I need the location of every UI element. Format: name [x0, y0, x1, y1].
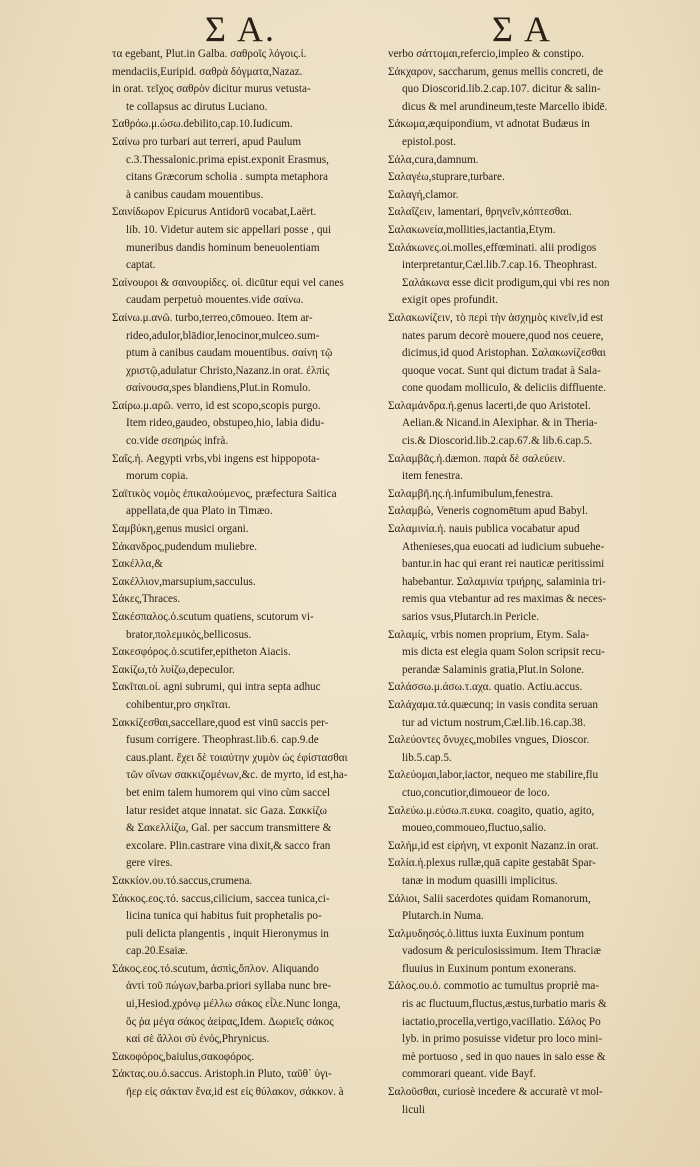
- entry-line: Σακεσφόρος.ὁ.scutifer,epitheton Aiacis.: [112, 646, 291, 659]
- entry-continuation-line: nates parum decorè mouere,quod nos ceuere,: [402, 329, 604, 342]
- entry-continuation-line: remis qua vtebantur ad res maximas & neces-: [402, 593, 607, 606]
- entry-line: mendaciis,Euripid. σαθρὰ δόγματα,Nazaz.: [112, 65, 303, 78]
- page-header: [0, 8, 700, 50]
- entry-continuation-line: muneribus dandis hominum beneuolentiam: [126, 241, 320, 254]
- entry-continuation-line: tur ad victum nostrum,Cæl.lib.16.cap.38.: [402, 716, 586, 729]
- entry-line: Σαλάσσω.μ.άσω.τ.αχα. quatio. Actiu.accus.: [388, 681, 583, 694]
- left-column: [112, 46, 378, 1102]
- entry-line: Σάκχαρον, saccharum, genus mellis concreti, de: [388, 65, 604, 78]
- entry-line: Σαλαΐζειν, lamentari, θρηνεῖν,κόπτεσθαι.: [388, 206, 572, 219]
- entry-line: Σαλαμβῆ.ης.ἡ.infumibulum,fenestra.: [388, 487, 554, 500]
- entry-line: Σαλήμ,id est εἰρήνη, vt exponit Nazanz.in orat.: [388, 839, 599, 852]
- entry-line: Σαίρω.μ.αρῶ. verro, id est scopo,scopis purgo.: [112, 399, 321, 412]
- entry-line: Σαϊτικὸς νομὸς ἐπικαλούμενος, præfectura Saitica: [112, 487, 337, 500]
- entry-continuation-line: citans Græcorum scholia . sumpta metaphora: [126, 171, 328, 184]
- entry-continuation-line: co.vide σεσηρώς infrà.: [126, 435, 229, 448]
- entry-line: verbo σάττομαι,refercio,impleo & constipo.: [388, 48, 585, 60]
- entry-continuation-line: ui,Hesiod.χρόνῳ μέλλω σάκος εἶλε.Nunc longa,: [126, 998, 341, 1011]
- entry-continuation-line: puli delicta plangentis , inquit Hieronymus in: [126, 927, 329, 940]
- entry-continuation-line: lib.5.cap.5.: [402, 751, 452, 764]
- entry-continuation-line: brator,πολεμικός,bellicosus.: [126, 628, 252, 641]
- entry-continuation-line: cap.20.Esaiæ.: [126, 945, 188, 958]
- entry-continuation-line: Aelian.& Nicand.in Alexiphar. & in Theria-: [402, 417, 598, 430]
- entry-continuation-line: captat.: [126, 259, 156, 272]
- entry-continuation-line: ptum à canibus caudam mouentibus. σαίνη τῷ: [126, 347, 333, 360]
- entry-line: Σαλαμβώ, Veneris cognomētum apud Babyl.: [388, 505, 588, 518]
- entry-continuation-line: dicus & mel arundineum,teste Marcello ibidē.: [402, 100, 608, 113]
- entry-continuation-line: mis dicta est elegia quam Solon scripsit recu-: [402, 646, 605, 659]
- entry-continuation-line: cone quodam molliculo, & deliciis diffluente.: [402, 382, 606, 395]
- entry-line: Σαλοῦσθαι, curiosè incedere & accuratè vt mol-: [388, 1086, 603, 1099]
- entry-line: Σαίνω pro turbari aut terreri, apud Paulum: [112, 135, 302, 148]
- entry-line: Σαινίδωρον Epicurus Antidorū vocabat,Laërt.: [112, 206, 317, 219]
- entry-continuation-line: mè portuoso , sed in quo naues in salo esse &: [402, 1050, 606, 1063]
- entry-line: Σακέλλιον,marsupium,sacculus.: [112, 575, 256, 588]
- entry-continuation-line: ὅς ῥα μέγα σάκος ἀείρας,Idem. Δωριεῖς σάκος: [126, 1015, 334, 1028]
- entry-continuation-line: exigit opes profundit.: [402, 294, 499, 307]
- entry-line: in orat. τεῖχος σαθρὸν dicitur murus vetusta-: [112, 83, 311, 96]
- entry-continuation-line: τῶν οἴνων σακκιζομένων,&c. de myrto, id est,ha-: [126, 769, 348, 782]
- entry-continuation-line: gere vires.: [126, 857, 173, 870]
- entry-continuation-line: ris ac fluctuum,fluctus,æstus,turbatio maris &: [402, 998, 607, 1011]
- entry-continuation-line: excolare. Plin.castrare vina dixit,& sacco fran: [126, 839, 331, 852]
- entry-line: Σακέλλα,&: [112, 558, 163, 571]
- entry-line: Σάκανδρος,pudendum muliebre.: [112, 540, 258, 553]
- entry-line: Σάκτας.ου.ὁ.saccus. Aristoph.in Pluto, ταῦθ᾽ ὑγι-: [112, 1068, 332, 1081]
- entry-continuation-line: lyb. in primo posuisse videtur pro loco mini-: [402, 1033, 603, 1046]
- entry-continuation-line: perandæ Salaminis gratia,Plut.in Solone.: [402, 663, 585, 676]
- entry-line: Σακοφόρος,baiulus,σακοφόρος.: [112, 1050, 255, 1063]
- entry-continuation-line: moueo,commoueo,fluctuo,salio.: [402, 822, 547, 835]
- entry-line: Σακίζω,τὸ λυίζω,depeculor.: [112, 663, 235, 676]
- right-column: [388, 46, 656, 1119]
- entry-line: Σαλαμβᾶς.ἡ.dæmon. παρὰ δὲ σαλεύειν.: [388, 452, 566, 465]
- entry-line: Σάλα,cura,damnum.: [388, 153, 479, 166]
- entry-continuation-line: te collapsus ac dirutus Luciano.: [126, 100, 268, 113]
- entry-line: Σαλαμινία.ἡ. nauis publica vocabatur apud: [388, 523, 580, 536]
- entry-continuation-line: commorari queant. vide Bayf.: [402, 1068, 536, 1081]
- running-head-right: Σ Α: [492, 9, 552, 49]
- entry-continuation-line: appellata,de qua Plato in Timæo.: [126, 505, 273, 518]
- entry-line: Σαλαγέω,stuprare,turbare.: [388, 171, 505, 184]
- entry-continuation-line: & Σακελλίζω, Gal. per saccum transmittere &: [126, 822, 332, 835]
- entry-line: Σαμβύκη,genus musici organi.: [112, 523, 249, 536]
- entry-continuation-line: dicimus,id quod Aristophan. Σαλακωνίζεσθαι: [402, 347, 606, 360]
- entry-continuation-line: sarios vsus,Plutarch.in Pericle.: [402, 611, 540, 623]
- entry-continuation-line: caus.plant. ἔχει δὲ τοιαύτην χυμὸν ὡς ἐφίστασθαι: [126, 751, 348, 764]
- entry-continuation-line: morum copia.: [126, 470, 189, 483]
- entry-continuation-line: iactatio,procella,vertigo,vacillatio. Σάλος Po: [402, 1015, 601, 1028]
- entry-line: Σαλαμάνδρα.ἡ.genus lacerti,de quo Aristotel.: [388, 399, 591, 412]
- entry-line: Σαλεύοντες ὄνυχες,mobiles vngues, Dioscor.: [388, 734, 590, 747]
- entry-line: τα egebant, Plut.in Galba. σαθροῖς λόγοις.ἰ.: [112, 48, 307, 60]
- entry-continuation-line: quoque vocat. Sunt qui dictum tradat à Sala-: [402, 364, 601, 377]
- entry-continuation-line: fluuius in Euxinum pontum exonerans.: [402, 962, 577, 975]
- entry-continuation-line: σαίνουσα,spes blandiens,Plut.in Romulo.: [126, 382, 311, 395]
- entry-line: Σάκος.εος.τό.scutum, ἀσπὶς,ὅπλον. Aliquando: [112, 962, 319, 975]
- entry-line: Σαλεύω.μ.εύσω.π.ευκα. coagito, quatio, agito,: [388, 804, 595, 817]
- running-head-left: Σ Α.: [205, 9, 276, 49]
- entry-continuation-line: ῆερ εἰς σάκταν ἔνα,id est εἰς θύλακον, σάκκον. à: [126, 1086, 344, 1099]
- entry-line: Σαλαμίς, vrbis nomen proprium, Etym. Sala-: [388, 628, 590, 641]
- entry-continuation-line: item fenestra.: [402, 470, 463, 483]
- entry-continuation-line: Plutarch.in Numa.: [402, 910, 484, 923]
- entry-continuation-line: caudam perpetuò mouentes.vide σαίνω.: [126, 294, 304, 307]
- entry-continuation-line: latur residet atque innatat. sic Gaza. Σακκίζω: [126, 804, 328, 817]
- entry-continuation-line: χριστῷ,adulatur Christo,Nazanz.in orat. ἐλπὶς: [126, 364, 330, 377]
- entry-continuation-line: Item rideo,gaudeo, obstupeo,hio, labia didu-: [126, 417, 325, 430]
- entry-line: Σάκωμα,æquipondium, vt adnotat Budæus in: [388, 118, 590, 131]
- entry-line: Σαλακωνεία,mollities,iactantia,Etym.: [388, 223, 556, 236]
- entry-continuation-line: à canibus caudam mouentibus.: [126, 188, 264, 201]
- entry-continuation-line: καί σὲ ἄλλοι σὺ ἐνός,Phrynicus.: [126, 1033, 270, 1046]
- entry-line: Σαλία.ἡ.plexus rullæ,quā capite gestabāt Spar-: [388, 857, 596, 870]
- entry-line: Σαλακωνίζειν, τὸ περὶ τὴν ἀσχημὸς κινεῖν,id est: [388, 311, 604, 324]
- entry-continuation-line: fusum corrigere. Theophrast.lib.6. cap.9.de: [126, 734, 319, 747]
- entry-continuation-line: epistol.post.: [402, 135, 457, 148]
- entry-continuation-line: interpretantur,Cæl.lib.7.cap.16. Theophrast.: [402, 259, 598, 272]
- entry-line: Σαλαγή,clamor.: [388, 188, 459, 201]
- entry-continuation-line: ἀντὶ τοῦ πώγων,barba.priori syllaba nunc bre-: [126, 980, 332, 993]
- entry-line: Σαίνουροι & σαινουρίδες. οἱ. dicūtur equi vel canes: [112, 276, 344, 289]
- entry-line: Σαλάκωνες.οἱ.molles,effœminati. alii prodigos: [388, 241, 597, 254]
- entry-continuation-line: lib. 10. Videtur autem sic appellari posse , qui: [126, 223, 332, 236]
- entry-continuation-line: vadosum & periculosissimum. Item Thraciæ: [402, 945, 601, 958]
- entry-line: Σακέσπαλος.ὁ.scutum quatiens, scutorum vi-: [112, 611, 314, 623]
- entry-continuation-line: quo Dioscorid.lib.2.cap.107. dicitur & salin-: [402, 83, 601, 96]
- entry-line: Σαλάχαμα.τά.quæcunq; in vasis condita seruan: [388, 698, 598, 711]
- entry-continuation-line: tanæ in modum quasilli implicitus.: [402, 874, 558, 887]
- entry-continuation-line: cohibentur,pro σηκῖται.: [126, 698, 231, 711]
- entry-line: Σάλος.ου.ὁ. commotio ac tumultus propriè ma-: [388, 980, 600, 993]
- entry-line: Σαΐς.ἡ. Aegypti vrbs,vbi ingens est hippopota-: [112, 452, 320, 465]
- entry-line: Σακῖται.οἱ. agni subrumi, qui intra septa adhuc: [112, 681, 321, 694]
- entry-continuation-line: ctuo,concutior,dimoueor de loco.: [402, 786, 550, 799]
- entry-continuation-line: Σαλάκωνα esse dicit prodigum,qui vbi res non: [402, 276, 610, 289]
- entry-continuation-line: licina tunica qui habitus fuit prophetalis po-: [126, 910, 322, 923]
- entry-line: Σάκες,Thraces.: [112, 593, 181, 606]
- entry-continuation-line: rideo,adulor,blādior,lenocinor,mulceo.sum-: [126, 329, 320, 342]
- entry-continuation-line: liculi: [402, 1103, 425, 1116]
- entry-line: Σάλιοι, Salii sacerdotes quidam Romanorum,: [388, 892, 591, 905]
- entry-line: Σακκίον.ου.τό.saccus,crumena.: [112, 874, 253, 887]
- entry-line: Σαλεύομαι,labor,iactor, nequeo me stabilire,flu: [388, 769, 599, 782]
- entry-line: Σαθρόω.μ.ώσω.debilito,cap.10.Iudicum.: [112, 118, 293, 131]
- entry-continuation-line: bantur.in hac qui erant rei nauticæ peritissimi: [402, 558, 605, 571]
- entry-continuation-line: Athenieses,qua euocati ad iudicium subuehe-: [402, 540, 605, 553]
- entry-line: Σαίνω.μ.ανῶ. turbo,terreo,cōmoueo. Item ar-: [112, 311, 313, 324]
- entry-line: Σακκίζεσθαι,saccellare,quod est vinū saccis per-: [112, 716, 329, 729]
- entry-continuation-line: c.3.Thessalonic.prima epist.exponit Erasmus,: [126, 153, 329, 166]
- entry-line: Σάκκος.εος.τό. saccus,cilicium, saccea tunica,ci-: [112, 892, 330, 905]
- entry-line: Σαλμυδησός.ὁ.littus iuxta Euxinum pontum: [388, 927, 585, 940]
- entry-continuation-line: cis.& Dioscorid.lib.2.cap.67.& lib.6.cap.5.: [402, 435, 593, 448]
- entry-continuation-line: habebantur. Σαλαμινία τριήρης, salaminia tri-: [402, 575, 606, 588]
- entry-continuation-line: bet enim talem humorem qui vino cùm saccel: [126, 786, 331, 799]
